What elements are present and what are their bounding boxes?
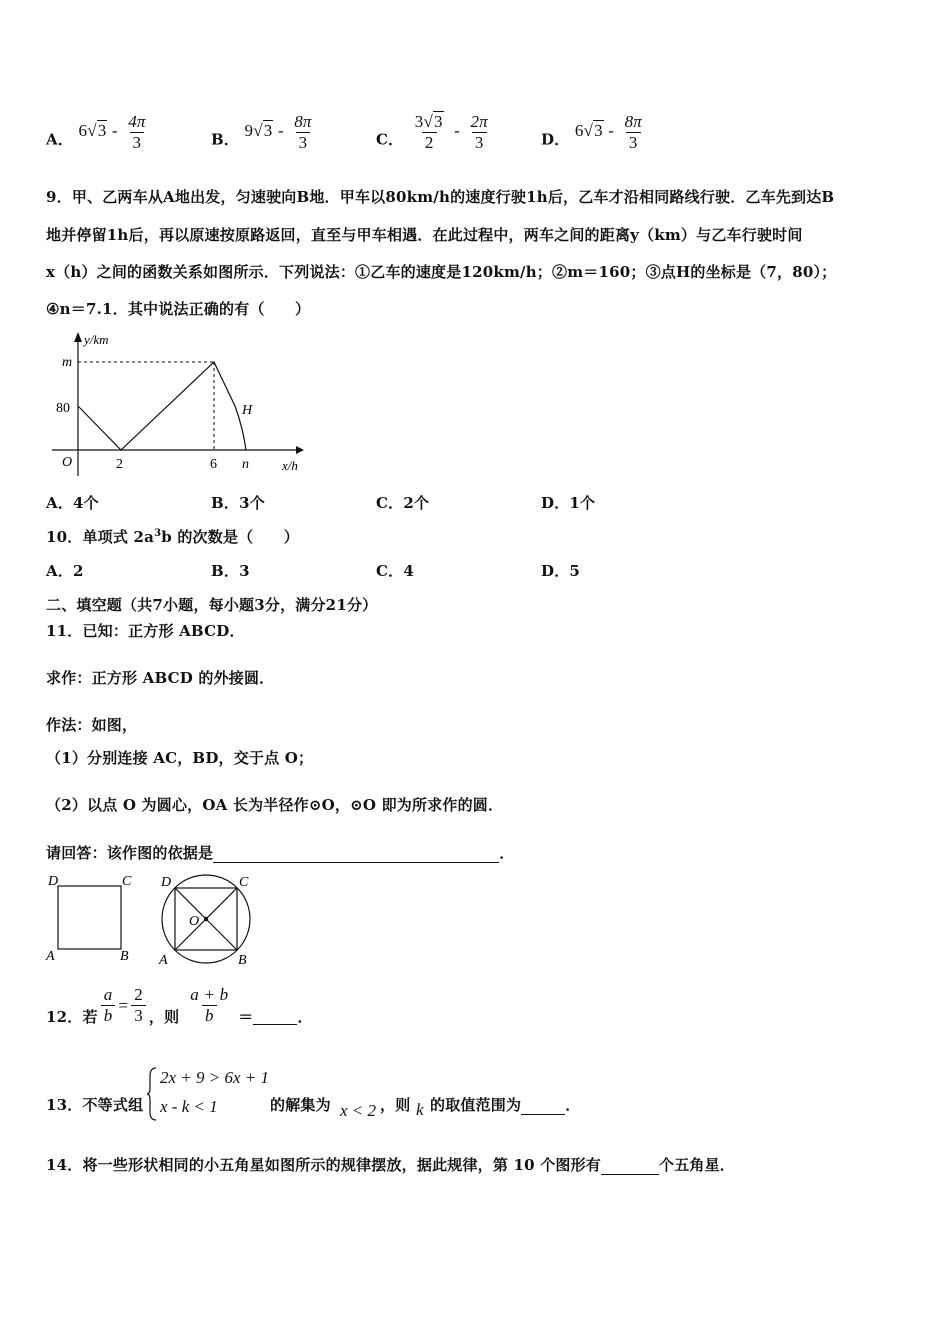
q13-suffix: 的取值范围为 ． — [430, 1096, 581, 1114]
q10-option-d[interactable]: D．5 — [541, 562, 581, 580]
q10-option-a[interactable]: A．2 — [46, 562, 84, 580]
q10-option-c[interactable]: C．4 — [376, 562, 414, 580]
q9-line3: x（h）之间的函数关系如图所示．下列说法：①乙车的速度是120km/h；②m＝160；③点H的坐标是（7，80）； — [46, 263, 837, 281]
q9-option-a[interactable]: A．4个 — [46, 494, 99, 512]
q9-option-d[interactable]: D．1个 — [541, 494, 596, 512]
y-axis-label: y/km — [84, 332, 109, 347]
x2-label: 2 — [116, 457, 123, 472]
q9-line1: 9．甲、乙两车从A地出发，匀速驶向B地．甲车以80km/h的速度行驶1h后，乙车才沿相同路线行驶．乙车先到达B — [46, 188, 835, 206]
option-expression: 9√3 - $\frac{8\pi}{3}$ — [244, 112, 312, 152]
q8-option-d[interactable] — [541, 112, 648, 161]
option-letter: D． — [541, 130, 570, 149]
label-o: O — [189, 914, 200, 929]
label-a: A — [46, 949, 55, 964]
q8-option-b[interactable] — [211, 112, 318, 161]
answer-blank[interactable] — [213, 846, 499, 863]
q11-line1: 11．已知：正方形 ABCD． — [46, 622, 245, 640]
option-letter: B． — [211, 130, 240, 149]
answer-blank[interactable] — [521, 1098, 565, 1115]
q9-line4: ④n＝7.1．其中说法正确的有（ ） — [46, 300, 311, 318]
q9-option-b[interactable]: B．3个 — [211, 494, 265, 512]
q14-stem: 14．将一些形状相同的小五角星如图所示的规律摆放，据此规律，第 10 个图形有 个五角星． — [46, 1156, 736, 1174]
answer-blank[interactable] — [601, 1158, 659, 1175]
h-label: H — [242, 403, 253, 418]
label-d: D — [48, 874, 59, 889]
option-letter: C． — [376, 130, 404, 149]
q8-option-a[interactable] — [46, 112, 152, 161]
q13-k: k — [416, 1100, 424, 1119]
y-axis-arrow — [74, 332, 82, 342]
center-point — [204, 917, 208, 921]
option-letter: A． — [46, 130, 74, 149]
y80-label: 80 — [56, 401, 70, 416]
q11-line3: 作法：如图， — [46, 716, 138, 734]
q12-stem: 12．若 $\frac{a}{b}$ = $\frac{2}{3}$ ，则 $\frac{a + b}{b}$ ＝ ． — [46, 985, 313, 1026]
x6-label: 6 — [210, 457, 217, 472]
system-brace — [146, 1066, 158, 1122]
q10-stem: 10．单项式 $2a^3b$ 的次数是（ ） — [46, 528, 299, 546]
x-axis-label: x/h — [282, 458, 298, 473]
option-expression: 6√3 - $\frac{4\pi}{3}$ — [78, 112, 146, 152]
q9-distance-time-graph — [44, 330, 306, 478]
label-b: B — [120, 949, 129, 964]
square-abcd — [58, 886, 121, 949]
q10-option-b[interactable]: B．3 — [211, 562, 250, 580]
q11-line6: 请回答：该作图的依据是 ． — [46, 844, 515, 862]
q13-solution: x < 2 — [340, 1101, 377, 1120]
q13-inequality-2: x - k < 1 — [160, 1097, 218, 1116]
x-axis-arrow — [296, 446, 304, 454]
label-d: D — [161, 875, 172, 890]
option-expression: $\frac{3√3}{2}$ - $\frac{2\pi}{3}$ — [414, 112, 488, 152]
q9-option-c[interactable]: C．2个 — [376, 494, 430, 512]
q13-mid2: ，则 — [380, 1096, 411, 1114]
q11-line4: （1）分别连接 AC，BD，交于点 O； — [46, 749, 314, 767]
label-c: C — [122, 874, 132, 889]
m-label: m — [62, 355, 73, 370]
q11-circumcircle-figure — [156, 872, 256, 970]
q13-inequality-1: 2x + 9 > 6x + 1 — [160, 1068, 270, 1087]
q13-mid: 的解集为 — [270, 1096, 331, 1114]
n-label: n — [242, 457, 249, 472]
label-c: C — [239, 875, 249, 890]
distance-line — [78, 362, 235, 450]
q11-square-figure — [44, 872, 139, 967]
section-heading: 二、填空题（共7小题，每小题3分，满分21分） — [46, 596, 378, 614]
q11-line2: 求作：正方形 ABCD 的外接圆． — [46, 669, 275, 687]
q9-line2: 地并停留1h后，再以原速按原路返回，直至与甲车相遇．在此过程中，两车之间的距离y（km）与乙车行驶时间 — [46, 226, 803, 244]
q8-option-c[interactable] — [376, 112, 494, 161]
label-a: A — [159, 953, 168, 968]
q13-prefix: 13．不等式组 — [46, 1096, 144, 1114]
origin-label: O — [62, 455, 73, 470]
option-expression: 6√3 - $\frac{8\pi}{3}$ — [574, 112, 642, 152]
answer-blank[interactable] — [253, 1008, 297, 1025]
label-b: B — [238, 953, 247, 968]
q11-line5: （2）以点 O 为圆心，OA 长为半径作⊙O，⊙O 即为所求作的圆． — [46, 796, 504, 814]
